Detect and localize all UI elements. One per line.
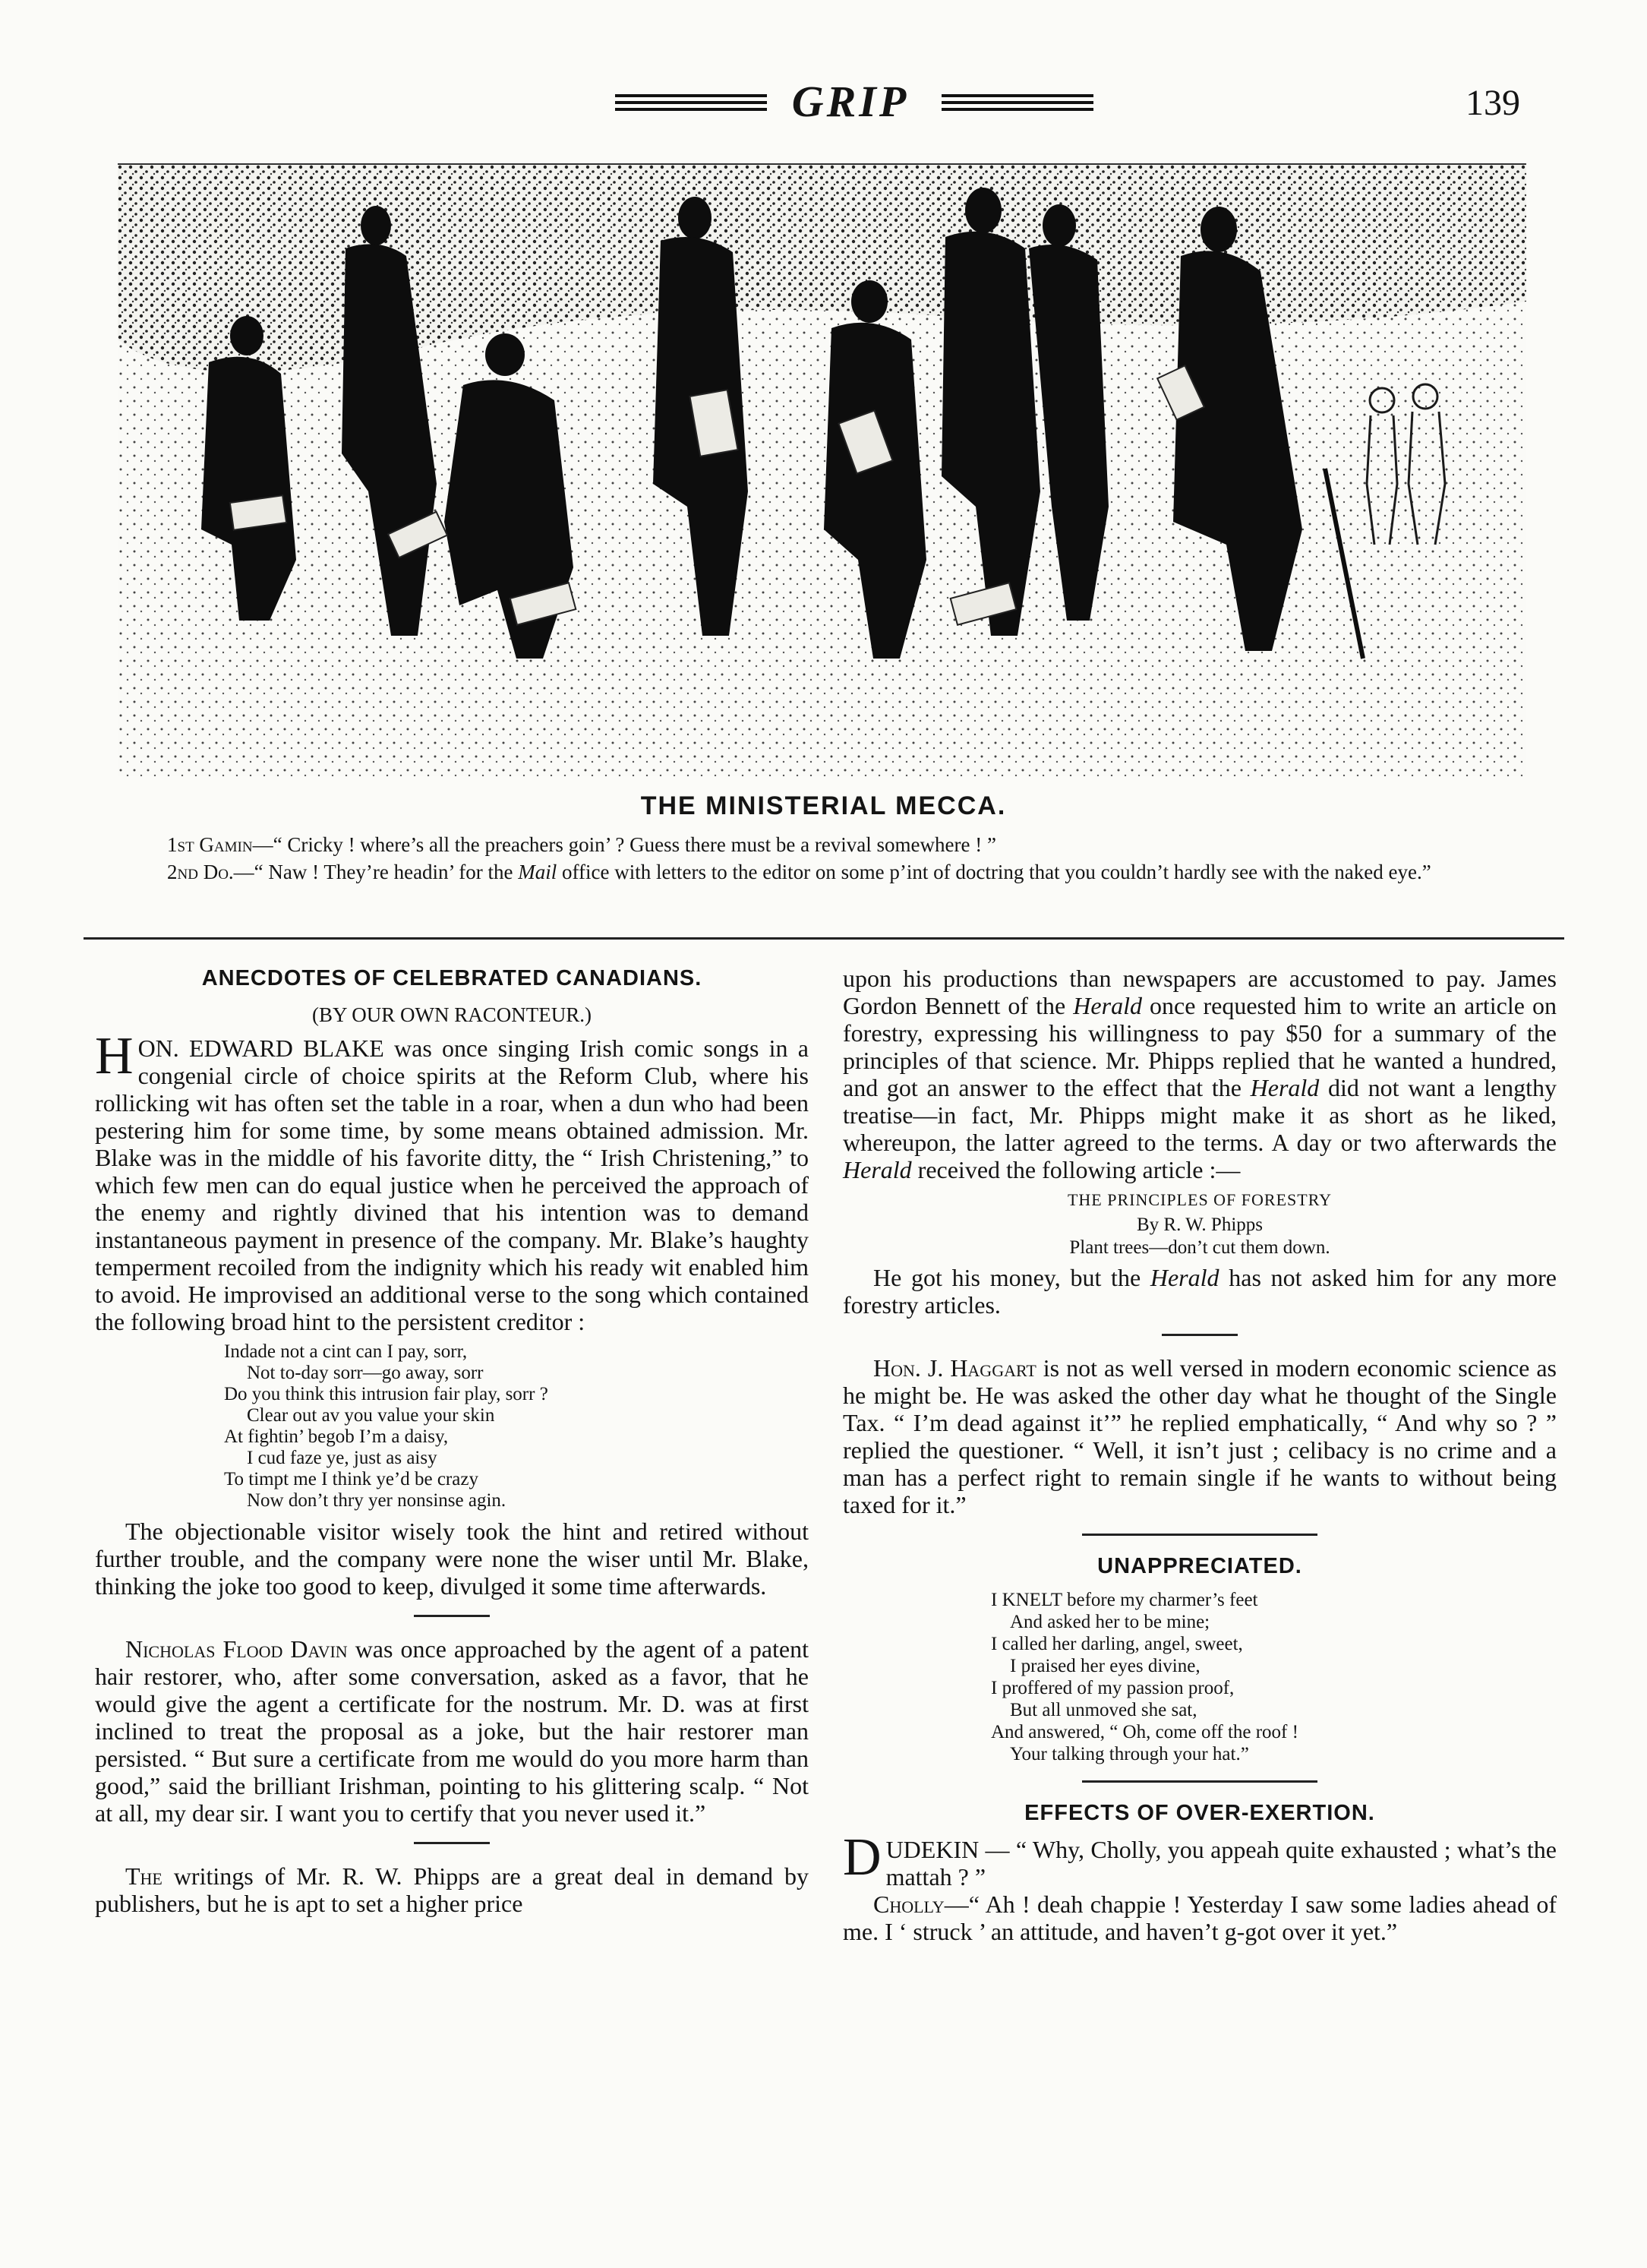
cartoon-illustration <box>118 163 1526 776</box>
phipps-continued <box>843 965 1557 1183</box>
unappreciated-poem <box>843 1589 1557 1765</box>
caption-text-1: —“ Cricky ! where’s all the preachers goin’ ? Guess there must be a revival somewhere ! ” <box>252 833 996 856</box>
poem-line: I praised her eyes divine, <box>1010 1656 1201 1676</box>
divider <box>1082 1780 1317 1783</box>
haggart-text: is not as well versed in modern economic science as he might be. He was asked the other day what he thought of the Single Tax. “ I’m dead against it’” he replied emphatically, “ And why so ? ” replied the questioner. “ Well, it isn’t just ; celibacy is no crime and a man has a perfect right to remain single if he wants to without being taxed for it.” <box>843 1354 1557 1518</box>
page-number: 139 <box>1466 83 1520 123</box>
caption-title: THE MINISTERIAL MECCA. <box>640 791 1007 820</box>
caption-mail-title: Mail <box>518 861 557 883</box>
phipps-paragraph <box>95 1862 809 1917</box>
caption-speaker-2: 2nd Do. <box>167 861 234 883</box>
poem-line: And asked her to be mine; <box>1010 1612 1210 1632</box>
right-column <box>843 965 1557 1945</box>
divider <box>1162 1334 1238 1336</box>
cholly-paragraph <box>843 1891 1557 1945</box>
verse-line: Do you think this intrusion fair play, sorr ? <box>224 1384 548 1404</box>
verse-line: I cud faze ye, just as aisy <box>247 1448 437 1468</box>
blake-conclusion: The objectionable visitor wisely took the hint and retired without further trouble, and the company were none the wiser until Mr. Blake, thinking the joke too good to keep, divulged it some time afterwards. <box>95 1518 809 1600</box>
poem-line: I KNELT before my charmer’s feet <box>991 1590 1258 1610</box>
verse-line: To timpt me I think ye’d be crazy <box>224 1469 478 1489</box>
caption-dialogue-1 <box>167 833 1534 856</box>
davin-text: was once approached by the agent of a patent hair restorer, who, after some conversation, asked as a favor, that he would give the agent a certificate for the nostrum. Mr. D. was at first inclined to treat the proposal as a joke, but the hair restorer man persisted. “ But sure a certificate from me would do you more harm than good,” said the brilliant Irishman, pointing to his glittering scalp. “ Not at all, my dear sir. I want you to certify that you never used it.” <box>95 1635 809 1827</box>
divider <box>414 1615 490 1617</box>
publication-title: GRIP <box>791 77 910 126</box>
verse-line: Indade not a cint can I pay, sorr, <box>224 1341 468 1362</box>
masthead <box>0 76 1647 137</box>
caption-text-2a: —“ Naw ! They’re headin’ for the <box>233 861 519 883</box>
anecdotes-heading: ANECDOTES OF CELEBRATED CANADIANS. <box>201 966 702 990</box>
phipps-conclusion-a: He got his money, but the <box>873 1264 1150 1291</box>
herald-title: Herald <box>1150 1264 1219 1291</box>
blake-paragraph: HON. EDWARD BLAKE was once singing Irish comic songs in a congenial circle of choice spirits at the Reform Club, where his rollicking wit has often set the table in a roar, when a dun who had been pestering him for some time, by some means obtained admission. Mr. Blake was in the middle of his favorite ditty, the “ Irish Christening,” to which few men can do equal justice when he perceived the approach of the enemy and rightly divined that his intention was to demand instantaneous payment in presence of the company. Mr. Blake’s haughty temperment recoiled from the indignity which his ready wit enabled him to avoid. He improvised an additional verse to the song which contained the following broad hint to the persistent creditor : <box>95 1027 809 1335</box>
haggart-name: Hon. J. Haggart <box>873 1354 1036 1382</box>
dudekin-paragraph: DUDEKIN — “ Why, Cholly, you appeah quite exhausted ; what’s the mattah ? ” <box>843 1828 1557 1891</box>
overexertion-heading: EFFECTS OF OVER-EXERTION. <box>1024 1801 1375 1825</box>
poem-line: And answered, “ Oh, come off the roof ! <box>991 1722 1298 1742</box>
poem-line: Your talking through your hat.” <box>1010 1744 1249 1764</box>
poem-line: I called her darling, angel, sweet, <box>991 1634 1243 1654</box>
left-column <box>95 965 809 1917</box>
section-divider <box>84 937 1564 940</box>
verse-line: At fightin’ begob I’m a daisy, <box>224 1426 449 1447</box>
poem-line: I proffered of my passion proof, <box>991 1678 1235 1698</box>
verse-line: Clear out av you value your skin <box>247 1405 495 1426</box>
herald-title: Herald <box>1250 1074 1320 1101</box>
phipps-text: writings of Mr. R. W. Phipps are a great deal in demand by publishers, but he is apt to set a higher price <box>95 1862 809 1917</box>
haggart-paragraph <box>843 1354 1557 1518</box>
phipps-conclusion <box>843 1264 1557 1319</box>
phipps-cont-1: upon his productions than newspapers are accustomed to pay. James Gordon Bennett of the <box>843 965 1557 1019</box>
unappreciated-heading: UNAPPRECIATED. <box>1097 1554 1302 1578</box>
poem-line: But all unmoved she sat, <box>1010 1700 1197 1720</box>
forestry-article-title: THE PRINCIPLES OF FORESTRY <box>1067 1190 1333 1209</box>
phipps-cont-2: once requested him to write an article on forestry, expressing his willingness to pay $50 for a summary of the principles of that science. Mr. Phipps replied that he wanted a hundred, and got an answer to the effect that the <box>843 992 1557 1101</box>
herald-title: Herald <box>843 1156 912 1183</box>
herald-title: Herald <box>1073 992 1142 1019</box>
phipps-cont-4: received the following article :— <box>911 1156 1241 1183</box>
divider <box>414 1842 490 1844</box>
irish-verse <box>95 1341 809 1511</box>
phipps-lead: The <box>125 1862 162 1890</box>
cholly-name: Cholly <box>873 1891 945 1918</box>
davin-paragraph <box>95 1635 809 1827</box>
caption-text-2b: office with letters to the editor on some p’int of doctring that you couldn’t hardly see with the naked eye.” <box>557 861 1431 883</box>
forestry-article-body: Plant trees—don’t cut them down. <box>1069 1237 1330 1258</box>
masthead-ornament-right <box>942 94 1093 117</box>
phipps-conclusion-b: has not asked him for any more forestry articles. <box>843 1264 1557 1319</box>
cholly-text: —“ Ah ! deah chappie ! Yesterday I saw some ladies ahead of me. I ‘ struck ’ an attitude, and haven’t g-got over it yet.” <box>843 1891 1557 1945</box>
verse-line: Now don’t thry yer nonsinse agin. <box>247 1490 506 1511</box>
caption-speaker-1: 1st Gamin <box>167 833 253 856</box>
masthead-ornament-left <box>615 94 767 117</box>
anecdotes-byline: (BY OUR OWN RACONTEUR.) <box>312 1003 592 1026</box>
davin-name: Nicholas Flood Davin <box>125 1635 348 1663</box>
phipps-cont-3: did not want a lengthy treatise—in fact, Mr. Phipps might make it as short as he liked, whereupon, the latter agreed to the terms. A day or two afterwards the <box>843 1074 1557 1156</box>
caption-dialogue-2 <box>91 861 1564 883</box>
divider <box>1082 1534 1317 1536</box>
forestry-article-byline: By R. W. Phipps <box>1136 1215 1264 1235</box>
verse-line: Not to-day sorr—go away, sorr <box>247 1363 484 1383</box>
